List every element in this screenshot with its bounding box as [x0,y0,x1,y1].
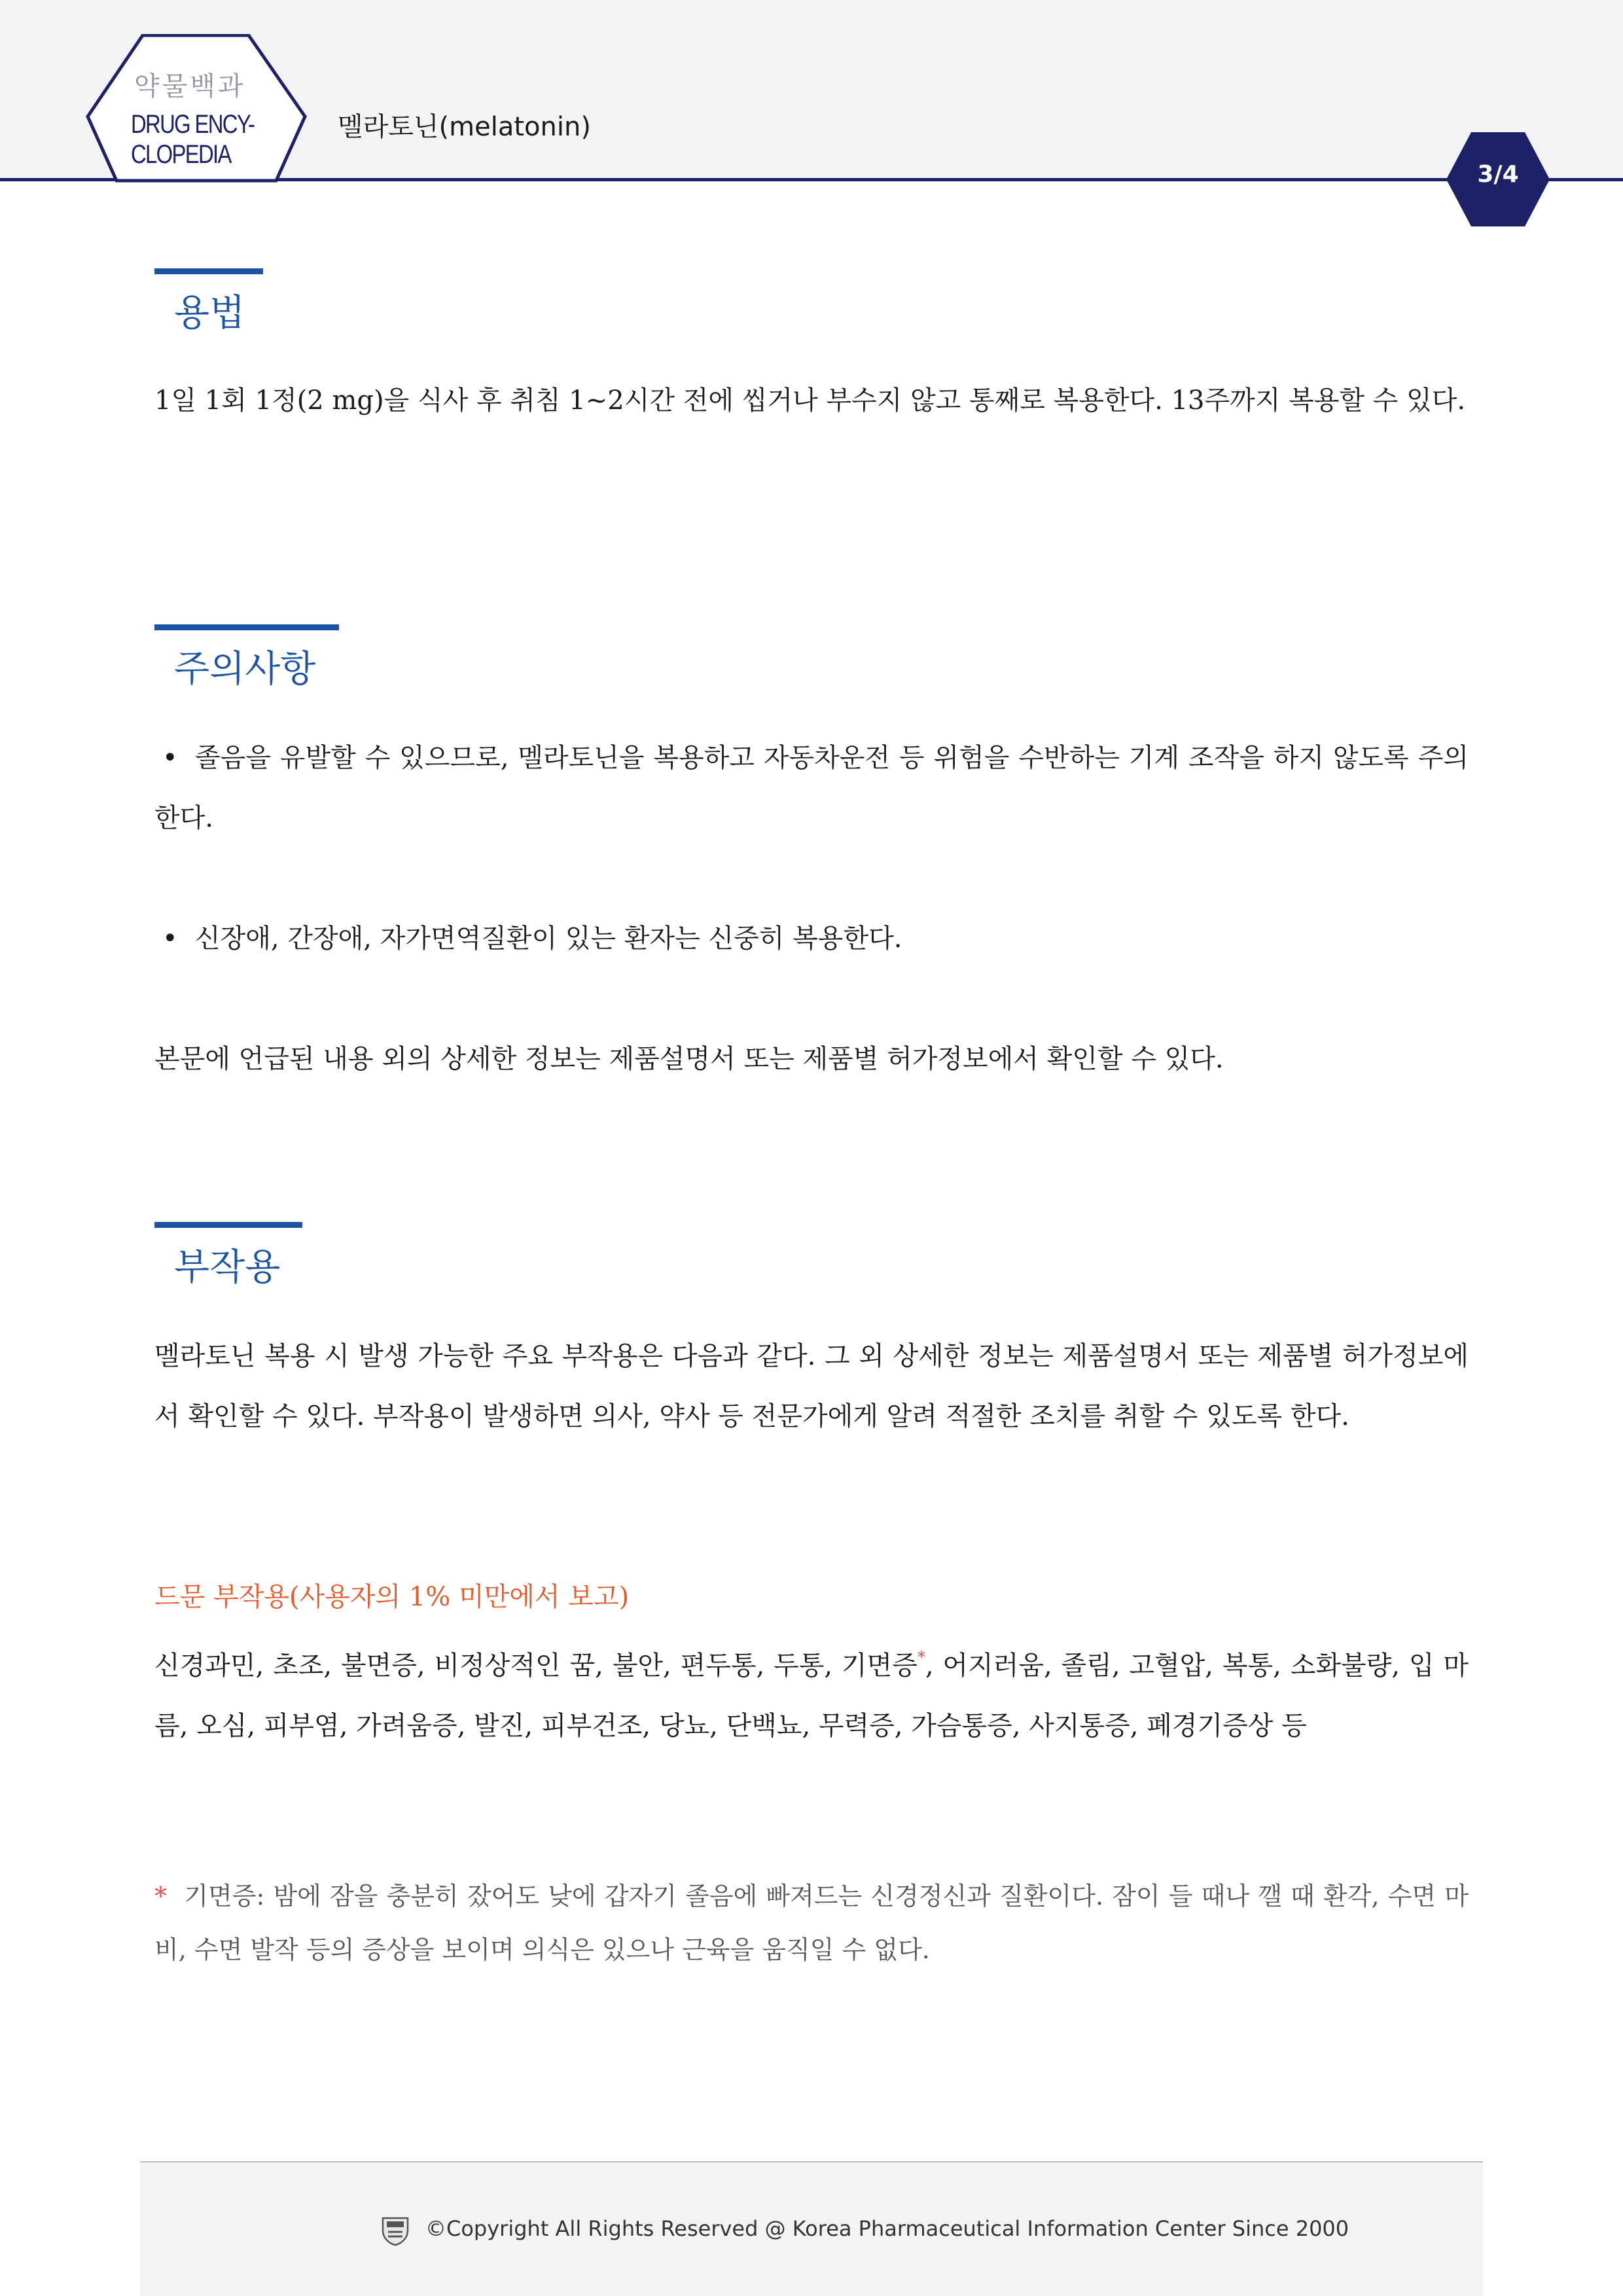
precaution-text: 신장애, 간장애, 자가면역질환이 있는 환자는 신중히 복용한다. [195,924,902,954]
footnote [154,1869,1469,1977]
dosage-text: 1일 1회 1정(2 mg)을 식사 후 취침 1~2시간 전에 씹거나 부수지 않고 통째로 복용한다. 13주까지 복용할 수 있다. [154,386,1466,416]
section-bar-precautions [154,624,339,630]
precautions-note: 본문에 언급된 내용 외의 상세한 정보는 제품설명서 또는 제품별 허가정보에서 확인할 수 있다. [154,1044,1224,1074]
precaution-item [154,908,1469,969]
rare-list-part2: , 어지러움, 졸림, 고혈압, 복통, 소화불량, 입 마름, 오심, 피부염, 가려움증, 발진, 피부건조, 당뇨, 단백뇨, 무력증, 가슴통증, 사지통증, 폐경기증상 등 [154,1651,1469,1741]
logo-english-line2: CLOPEDIA [131,140,231,169]
section-bar-side-effects [154,1222,302,1228]
footer-copyright: ©Copyright All Rights Reserved @ Korea Pharmaceutical Information Center Since 2000 [425,2216,1349,2241]
logo-korean-text: 약물백과 [134,71,246,101]
section-title-side-effects: 부작용 [174,1246,281,1289]
section-title-precautions: 주의사항 [174,648,316,691]
side-effects-intro: 멜라토닌 복용 시 발생 가능한 주요 부작용은 다음과 같다. 그 외 상세한 정보는 제품설명서 또는 제품별 허가정보에서 확인할 수 있다. 부작용이 발생하면 의사, 약사 등 전문가에게 알려 적절한 조치를 취할 수 있도록 한다. [154,1341,1469,1431]
rare-list-part1: 신경과민, 초조, 불면증, 비정상적인 꿈, 불안, 편두통, 두통, 기면증 [154,1651,918,1681]
shield-logo-icon [381,2216,410,2246]
section-title-dosage: 용법 [174,292,245,334]
precaution-text: 졸음을 유발할 수 있으므로, 멜라토닌을 복용하고 자동차운전 등 위험을 수반하는 기계 조작을 하지 않도록 주의한다. [154,743,1469,833]
page-indicator: 3/4 [1477,161,1519,188]
footnote-text: 기면증: 밤에 잠을 충분히 잤어도 낮에 갑자기 졸음에 빠져드는 신경정신과 질환이다. 잠이 들 때나 깰 때 환각, 수면 마비, 수면 발작 등의 증상을 보이며 의식은 있으나 근육을 움직일 수 없다. [154,1882,1469,1964]
bullet-icon: • [162,924,178,954]
precaution-item [154,728,1469,848]
rare-side-effects-heading: 드문 부작용(사용자의 1% 미만에서 보고) [154,1582,630,1612]
section-bar-dosage [154,268,263,274]
asterisk-marker: * [917,1648,925,1666]
footnote-marker: * [154,1882,167,1910]
document-title: 멜라토닌(melatonin) [338,112,591,142]
logo-english-line1: DRUG ENCY- [131,110,255,139]
rare-side-effects-list [154,1627,1469,1756]
bullet-icon: • [162,743,178,773]
